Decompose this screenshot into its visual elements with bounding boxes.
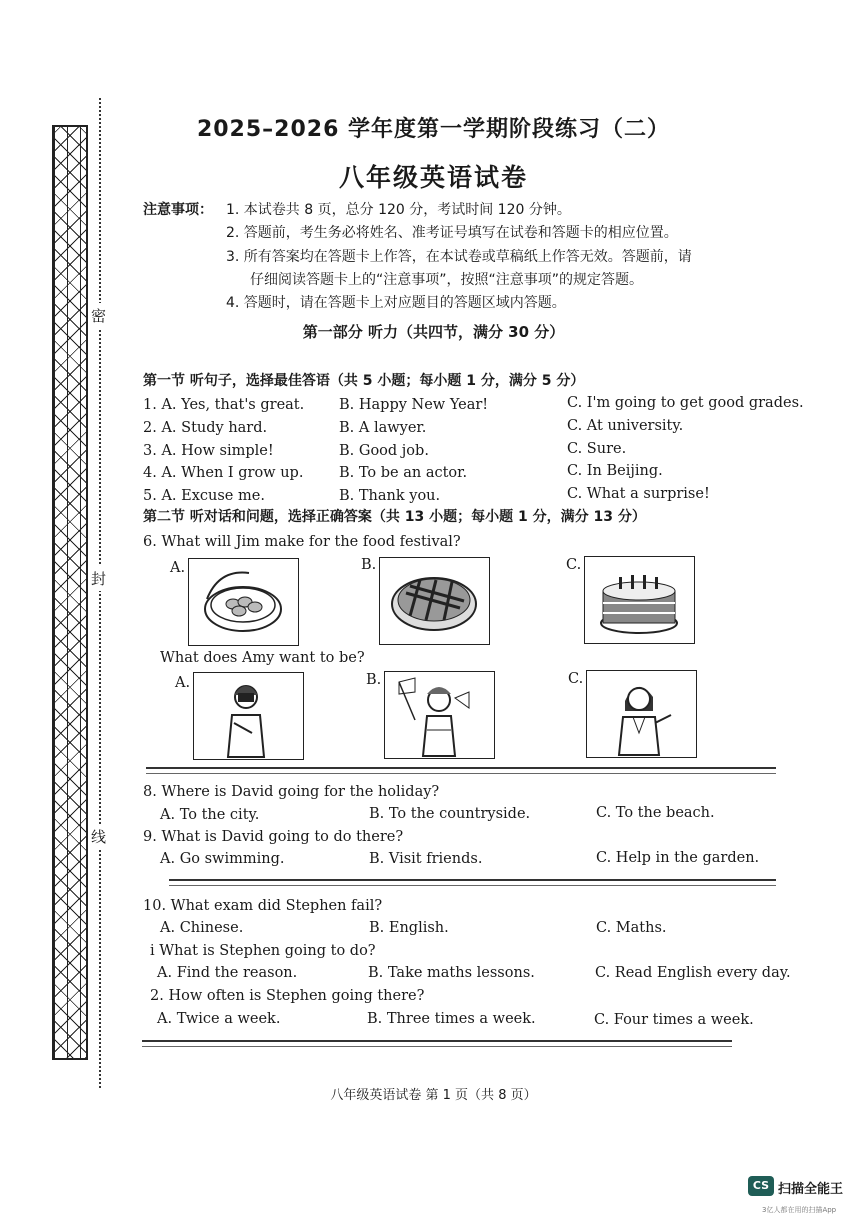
q6-picture-b (379, 557, 490, 645)
dumplings-basket-icon (189, 559, 297, 644)
q6-picture-a (188, 558, 299, 646)
q1-option-a: 1. A. Yes, that's great. (143, 397, 305, 413)
part1-heading: 第一部分 听力（共四节，满分 30 分） (302, 323, 565, 341)
note-item: 4. 答题时，请在答题卡上对应题目的答题区域内答题。 (226, 295, 566, 311)
q3-option-c: C. Sure. (567, 441, 627, 457)
q6-label-b: B. (361, 557, 377, 573)
q6-picture-c (584, 556, 695, 644)
q2-option-a: 2. A. Study hard. (143, 420, 268, 436)
q12-option-b: B. Three times a week. (367, 1011, 536, 1027)
camscanner-logo-icon: CS (748, 1176, 774, 1196)
q6-label-a: A. (170, 560, 186, 576)
binding-dotted-line (99, 98, 101, 1088)
pie-icon (380, 558, 488, 643)
q5-option-b: B. Thank you. (339, 488, 441, 504)
q2-option-c: C. At university. (567, 418, 684, 434)
q9-option-c: C. Help in the garden. (596, 850, 760, 866)
seal-mark-mi: 密 (91, 303, 106, 328)
q4-option-c: C. In Beijing. (567, 463, 663, 479)
q12-option-a: A. Twice a week. (157, 1011, 281, 1027)
exam-subtitle: 八年级英语试卷 (338, 163, 528, 192)
q8-question: 8. Where is David going for the holiday? (143, 784, 440, 800)
divider-line (142, 1040, 732, 1047)
page-footer: 八年级英语试卷 第 1 页（共 8 页） (330, 1088, 537, 1103)
q7-question: What does Amy want to be? (160, 650, 365, 666)
q4-option-b: B. To be an actor. (339, 465, 468, 481)
q8-option-b: B. To the countryside. (369, 806, 531, 822)
scanner-app-name: 扫描全能王 (778, 1182, 844, 1197)
q11-option-c: C. Read English every day. (595, 965, 791, 981)
note-item: 1. 本试卷共 8 页，总分 120 分，考试时间 120 分钟。 (226, 202, 571, 218)
q6-question: 6. What will Jim make for the food festival? (143, 534, 461, 550)
note-item: 3. 所有答案均在答题卡上作答，在本试卷或草稿纸上作答无效。答题前，请 (226, 249, 692, 265)
q12-option-c: C. Four times a week. (594, 1012, 754, 1028)
q5-option-c: C. What a surprise! (567, 486, 710, 502)
q1-option-b: B. Happy New Year! (339, 397, 489, 413)
notes-label: 注意事项： (143, 202, 213, 218)
q9-question: 9. What is David going to do there? (143, 829, 404, 845)
q10-option-b: B. English. (369, 920, 449, 936)
q7-picture-c (586, 670, 697, 758)
q10-option-a: A. Chinese. (160, 920, 244, 936)
scanner-tagline: 3亿人都在用的扫描App (762, 1206, 837, 1214)
q2-option-b: B. A lawyer. (339, 420, 427, 436)
q7-label-c: C. (568, 671, 584, 687)
q12-question: 2. How often is Stephen going there? (150, 988, 425, 1004)
divider-line (146, 767, 776, 774)
section2-title: 第二节 听对话和问题，选择正确答案（共 13 小题；每小题 1 分，满分 13 分） (143, 509, 646, 525)
q7-label-b: B. (366, 672, 382, 688)
teacher-woman-icon (587, 671, 695, 756)
exam-title: 2025–2026 学年度第一学期阶段练习（二） (196, 117, 671, 142)
q11-option-a: A. Find the reason. (157, 965, 298, 981)
q9-option-a: A. Go swimming. (160, 851, 285, 867)
q8-option-c: C. To the beach. (596, 805, 715, 821)
photographer-girl-icon (194, 673, 302, 758)
seal-mark-xian: 线 (91, 824, 106, 849)
q3-option-b: B. Good job. (339, 443, 429, 459)
q10-question: 10. What exam did Stephen fail? (143, 898, 383, 914)
birthday-cake-icon (585, 557, 693, 642)
q11-question: i What is Stephen going to do? (150, 943, 376, 959)
binding-pattern-strip (52, 125, 88, 1060)
note-item: 2. 答题前，考生务必将姓名、准考证号填写在试卷和答题卡的相应位置。 (226, 225, 678, 241)
q1-option-c: C. I'm going to get good grades. (567, 395, 804, 411)
section1-title: 第一节 听句子，选择最佳答语（共 5 小题；每小题 1 分，满分 5 分） (143, 373, 585, 389)
tour-guide-icon (385, 672, 493, 757)
q11-option-b: B. Take maths lessons. (368, 965, 535, 981)
divider-line (169, 879, 776, 886)
q5-option-a: 5. A. Excuse me. (143, 488, 265, 504)
q10-option-c: C. Maths. (596, 920, 667, 936)
q9-option-b: B. Visit friends. (369, 851, 483, 867)
seal-mark-feng: 封 (91, 566, 106, 591)
note-item: 仔细阅读答题卡上的“注意事项”，按照“注意事项”的规定答题。 (250, 272, 644, 288)
q8-option-a: A. To the city. (160, 807, 260, 823)
q3-option-a: 3. A. How simple! (143, 443, 274, 459)
q7-picture-a (193, 672, 304, 760)
q4-option-a: 4. A. When I grow up. (143, 465, 304, 481)
q7-label-a: A. (175, 675, 191, 691)
q7-picture-b (384, 671, 495, 759)
q6-label-c: C. (566, 557, 582, 573)
